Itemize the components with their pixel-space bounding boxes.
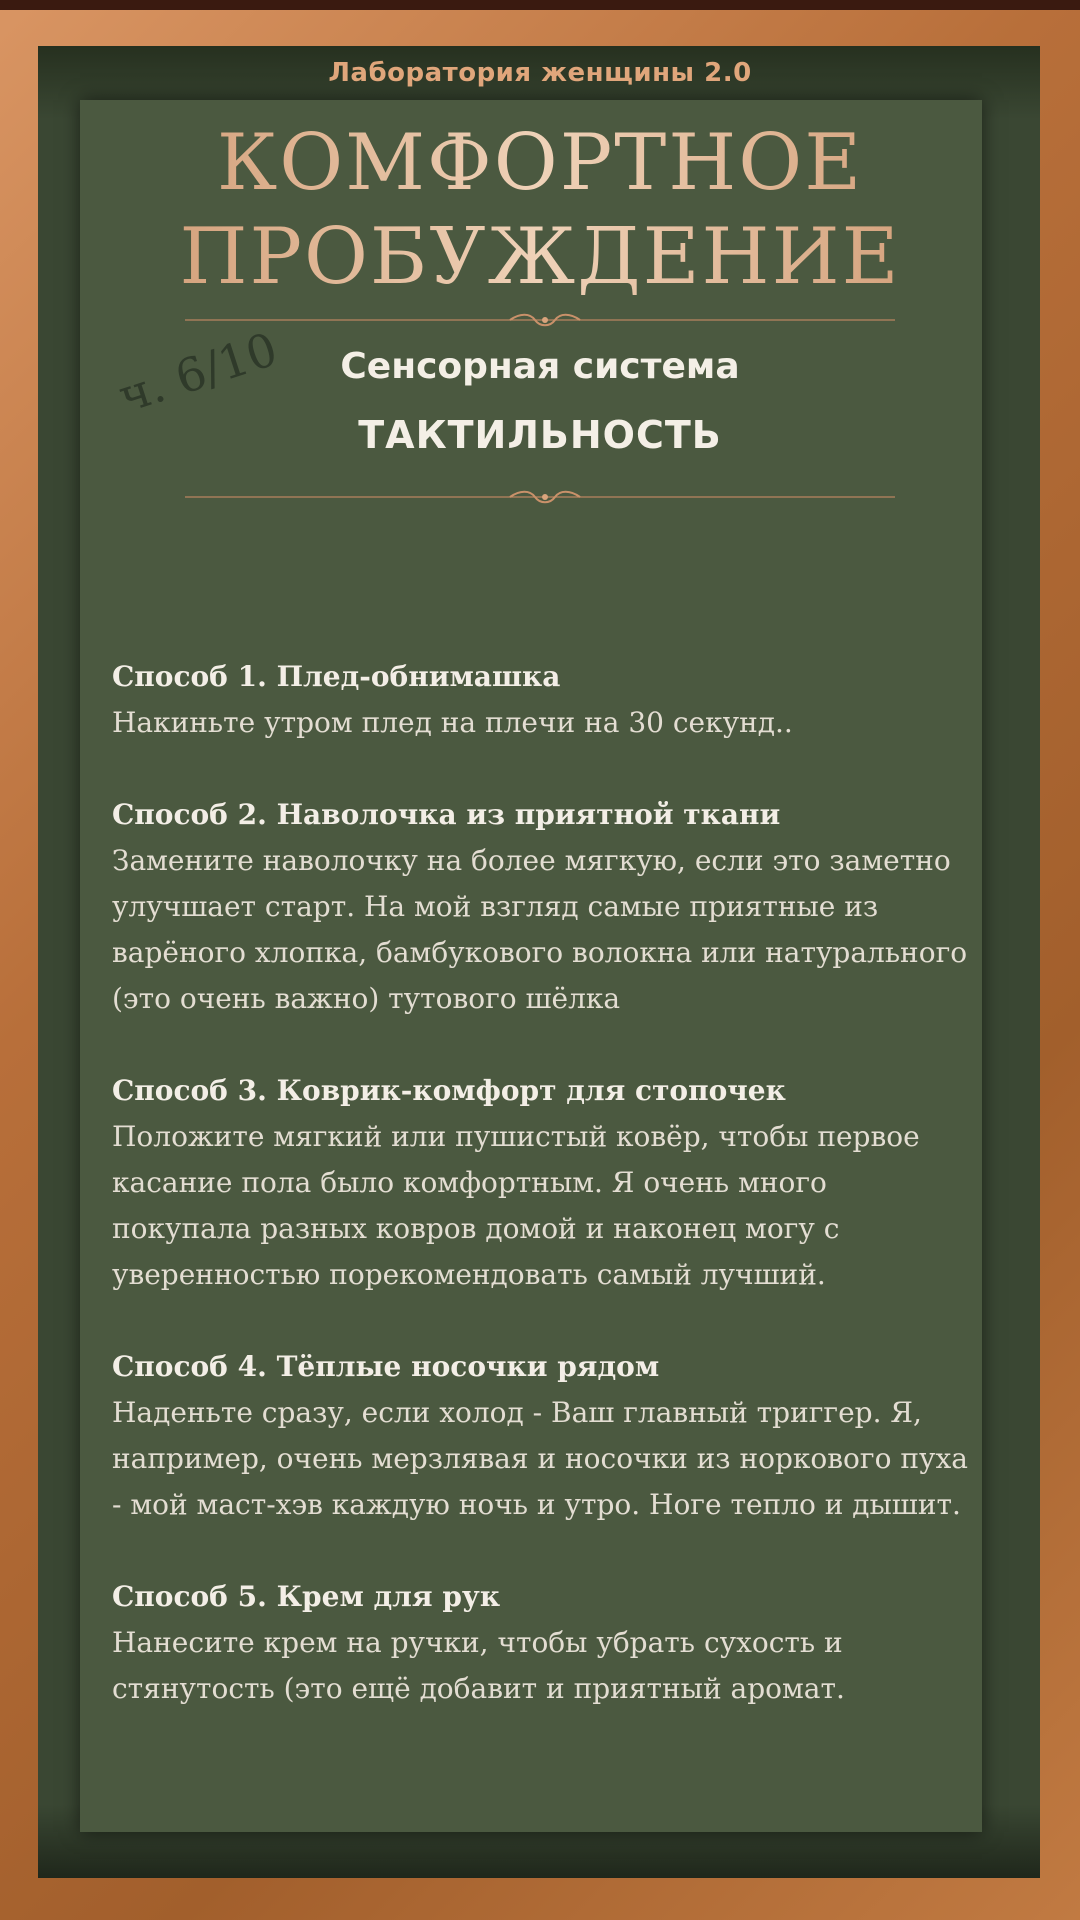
method-item <box>112 1574 972 1712</box>
ornament-divider-bottom <box>185 490 895 504</box>
method-text: Нанесите крем на ручки, чтобы убрать сухость и стянутость (это ещё добавит и приятный аромат. <box>112 1626 845 1705</box>
method-title: Способ 2. Наволочка из приятной ткани <box>112 798 781 831</box>
method-item <box>112 1068 972 1298</box>
method-title: Способ 3. Коврик-комфорт для стопочек <box>112 1074 786 1107</box>
method-text: Замените наволочку на более мягкую, если это заметно улучшает старт. На мой взгляд самые приятные из варёного хлопка, бамбукового волокна или натурального (это очень важно) тутового шёлка <box>112 844 968 1015</box>
methods-list <box>112 654 972 1758</box>
method-title: Способ 5. Крем для рук <box>112 1580 501 1613</box>
method-text: Наденьте сразу, если холод - Ваш главный триггер. Я, например, очень мерзлявая и носочки из норкового пуха - мой маст-хэв каждую ночь и утро. Ноге тепло и дышит. <box>112 1396 968 1521</box>
part-label: ч. 6/10 <box>112 321 284 424</box>
section-subtitle: Сенсорная система <box>340 346 740 387</box>
method-title: Способ 1. Плед-обнимашка <box>112 660 561 693</box>
method-item <box>112 1344 972 1528</box>
page-title-line1: КОМФОРТНОЕ <box>0 118 1080 208</box>
method-item <box>112 654 972 746</box>
page-title-line2: ПРОБУЖДЕНИЕ <box>0 212 1080 302</box>
frame-top-edge <box>0 0 1080 10</box>
method-text: Положите мягкий или пушистый ковёр, чтобы первое касание пола было комфортным. Я очень много покупала разных ковров домой и наконец могу с уверенностью порекомендовать самый лучший. <box>112 1120 920 1291</box>
ornament-divider-top <box>185 313 895 327</box>
method-title: Способ 4. Тёплые носочки рядом <box>112 1350 660 1383</box>
method-item <box>112 792 972 1022</box>
brand-title: Лаборатория женщины 2.0 <box>328 58 752 88</box>
method-text: Накиньте утром плед на плечи на 30 секунд.. <box>112 706 793 739</box>
section-topic: ТАКТИЛЬНОСТЬ <box>358 413 722 457</box>
